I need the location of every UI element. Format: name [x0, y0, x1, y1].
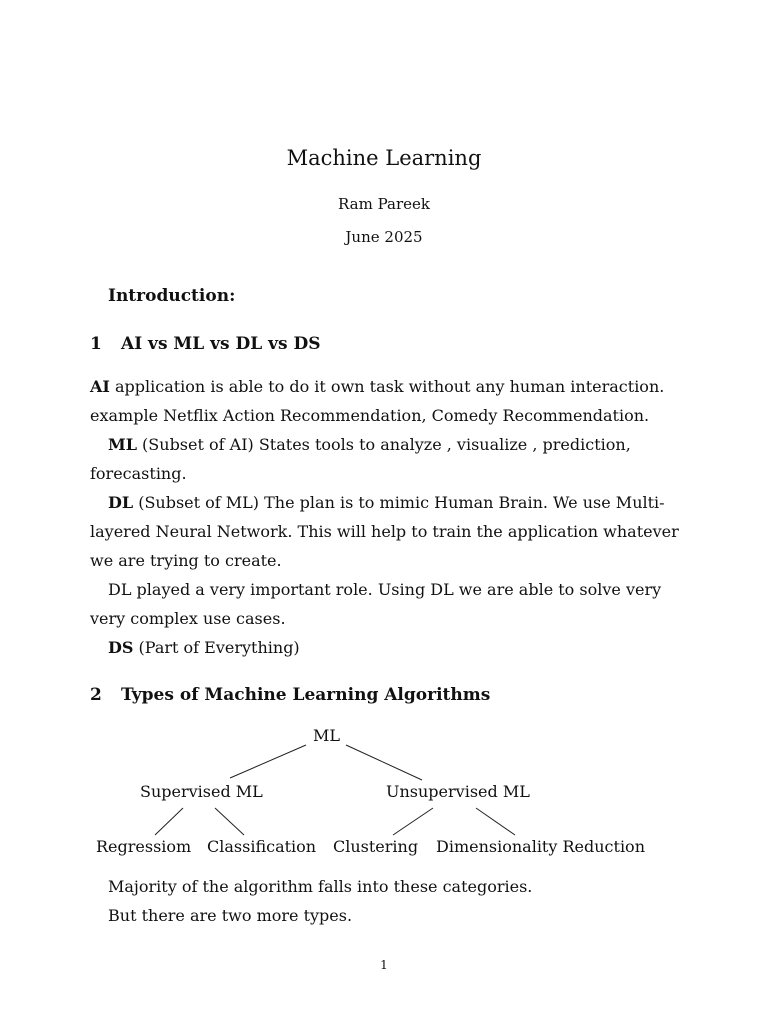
section-2-heading	[90, 685, 490, 705]
section-1-number: 1	[90, 334, 102, 354]
paragraph-dl-importance-text: DL played a very important role. Using DL we are able to solve very very complex use cases.	[90, 580, 662, 628]
edge-unsupervised-dimred	[476, 808, 515, 835]
paragraph-dl	[90, 488, 680, 575]
paragraph-dl-text: (Subset of ML) The plan is to mimic Human Brain. We use Multi-layered Neural Network. This will help to train the application whatever we are trying to create.	[90, 493, 679, 570]
author: Ram Pareek	[338, 195, 430, 213]
section-2-number: 2	[90, 685, 102, 705]
section-1-body	[90, 372, 680, 662]
section-2-title: Types of Machine Learning Algorithms	[121, 685, 491, 705]
edge-supervised-regression	[155, 808, 183, 835]
edge-unsupervised-clustering	[393, 808, 433, 835]
term-ml: ML	[108, 435, 137, 454]
term-ai: AI	[90, 377, 110, 396]
paragraph-ml	[90, 430, 680, 488]
paragraph-two-more: But there are two more types.	[108, 906, 353, 925]
tree-node-supervised: Supervised ML	[140, 782, 263, 801]
tree-node-ml: ML	[313, 726, 341, 745]
paragraph-ds-text: (Part of Everything)	[133, 638, 300, 657]
paragraph-dl-importance	[90, 575, 680, 633]
paragraph-ai	[90, 372, 680, 430]
tree-node-dimensionality-reduction: Dimensionality Reduction	[436, 837, 645, 856]
section-2-body	[90, 872, 680, 930]
date: June 2025	[345, 228, 423, 246]
page-number: 1	[380, 958, 388, 972]
term-dl: DL	[108, 493, 134, 512]
edge-ml-unsupervised	[346, 745, 422, 780]
paragraph-ds	[90, 633, 680, 662]
tree-node-clustering: Clustering	[333, 837, 419, 856]
tree-node-unsupervised: Unsupervised ML	[386, 782, 530, 801]
term-ds: DS	[108, 638, 134, 657]
paragraph-majority: Majority of the algorithm falls into these categories.	[108, 877, 533, 896]
paragraph-ai-text: application is able to do it own task without any human interaction. example Netflix Action Recommendation, Comedy Recommendation.	[90, 377, 665, 425]
edge-supervised-classification	[215, 808, 244, 835]
tree-node-classification: Classification	[207, 837, 317, 856]
document-title: Machine Learning	[286, 146, 482, 170]
tree-node-regression: Regressiom	[96, 837, 192, 856]
edge-ml-supervised	[230, 745, 306, 778]
intro-heading: Introduction:	[108, 286, 236, 306]
section-1-title: AI vs ML vs DL vs DS	[121, 334, 321, 354]
section-1-heading	[90, 334, 320, 354]
paragraph-ml-text: (Subset of AI) States tools to analyze , visualize , prediction, forecasting.	[90, 435, 631, 483]
